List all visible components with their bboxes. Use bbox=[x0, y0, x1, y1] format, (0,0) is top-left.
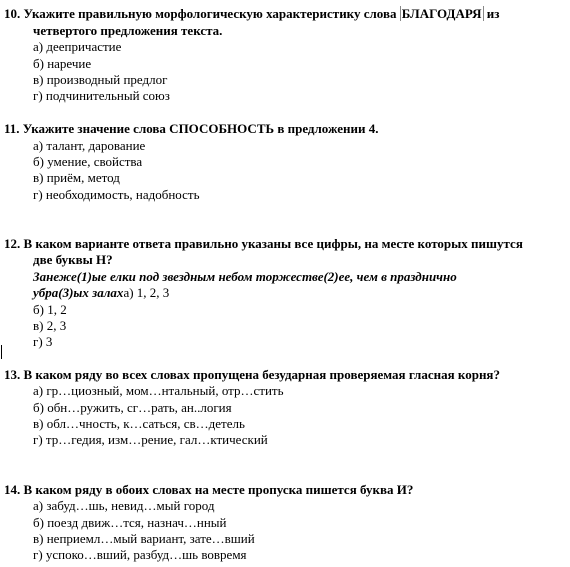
question-12-sentence-line1: Занеже(1)ые елки под звездным небом торжестве(2)ее, чем в празднично bbox=[33, 269, 457, 284]
question-12-sentence-line2 bbox=[33, 285, 169, 301]
question-12-option-d: г) 3 bbox=[33, 334, 53, 349]
question-14-title: 14. В каком ряду в обоих словах на месте пропуска пишется буква И? bbox=[4, 482, 414, 497]
question-11-title: 11. Укажите значение слова СПОСОБНОСТЬ в предложении 4. bbox=[4, 121, 379, 136]
question-13-option-c: в) обл…чность, к…саться, св…детель bbox=[33, 416, 245, 431]
question-14-option-b: б) поезд движ…тся, назнач…нный bbox=[33, 515, 227, 530]
question-10-title-line2: четвертого предложения текста. bbox=[33, 23, 223, 38]
question-14-option-a: а) забуд…шь, невид…мый город bbox=[33, 498, 215, 513]
question-12-title: 12. В каком варианте ответа правильно указаны все цифры, на месте которых пишутся bbox=[4, 236, 523, 251]
question-12-option-b: б) 1, 2 bbox=[33, 302, 67, 317]
question-10-title bbox=[4, 6, 500, 22]
question-10-keyword: БЛАГОДАРЯ bbox=[401, 6, 482, 21]
question-13-option-a: а) гр…циозный, мом…нтальный, отр…стить bbox=[33, 383, 284, 398]
question-14-option-d: г) успоко…вший, разбуд…шь вовремя bbox=[33, 547, 247, 562]
question-12-option-a: а) 1, 2, 3 bbox=[123, 285, 170, 300]
question-11-option-c: в) приём, метод bbox=[33, 170, 120, 185]
text-cursor bbox=[1, 345, 2, 359]
question-10-option-d: г) подчинительный союз bbox=[33, 88, 170, 103]
question-13-option-d: г) тр…гедия, изм…рение, гал…ктический bbox=[33, 432, 268, 447]
question-10-option-a: а) деепричастие bbox=[33, 39, 122, 54]
question-10-option-c: в) производный предлог bbox=[33, 72, 168, 87]
question-13-title: 13. В каком ряду во всех словах пропущена безударная проверяемая гласная корня? bbox=[4, 367, 500, 382]
question-11-option-d: г) необходимость, надобность bbox=[33, 187, 200, 202]
question-11-option-a: а) талант, дарование bbox=[33, 138, 146, 153]
question-12-option-c: в) 2, 3 bbox=[33, 318, 67, 333]
question-12-sentence-end: убра(3)ых залах bbox=[33, 285, 124, 300]
question-13-option-b: б) обн…ружить, сг…рать, ан..логия bbox=[33, 400, 232, 415]
question-10-option-b: б) наречие bbox=[33, 56, 92, 71]
question-10-text: 10. Укажите правильную морфологическую характеристику слова bbox=[4, 6, 400, 21]
question-12-title-line2: две буквы Н? bbox=[33, 252, 113, 267]
question-11-option-b: б) умение, свойства bbox=[33, 154, 143, 169]
question-14-option-c: в) неприемл…мый вариант, зате…вший bbox=[33, 531, 255, 546]
question-10-tail: из bbox=[483, 6, 500, 21]
